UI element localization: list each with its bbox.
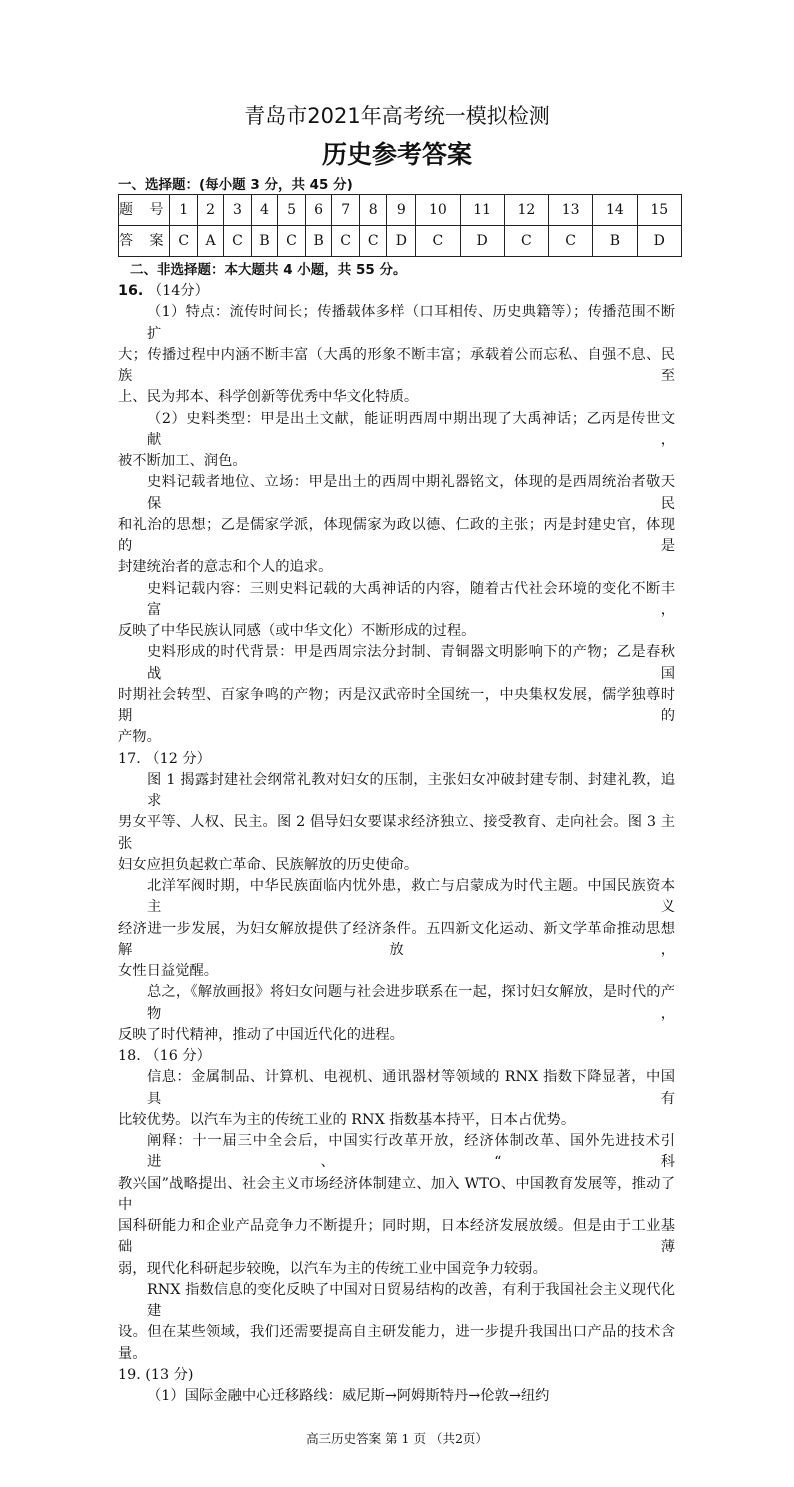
paragraph-line: 经济进一步发展，为妇女解放提供了经济条件。五四新文化运动、新文学革命推动思想解放， [118,920,675,958]
question-number: 18. [118,1048,141,1064]
question-number-cell: 9 [387,195,416,226]
answer-cell: A [198,226,224,257]
question-number-cell: 5 [278,195,306,226]
question-header [118,749,675,770]
question-score: （12 分） [145,750,211,767]
question-header [118,1365,675,1386]
question-header [118,1046,675,1067]
question-number-cell: 7 [332,195,360,226]
question-number-cell: 1 [170,195,198,226]
paragraph-line: 和礼治的思想；乙是儒家学派，体现儒家为政以德、仁政的主张；丙是封建史官，体现的是 [118,516,675,554]
paragraph-line: 图 1 揭露封建社会纲常礼教对妇女的压制，主张妇女冲破封建专制、封建礼教，追求 [147,771,675,809]
question-number: 19. [118,1366,141,1383]
paragraph-line: 反映了时代精神，推动了中国近代化的进程。 [118,1026,404,1043]
answer-cell: D [460,226,504,257]
paragraph-line: RNX 指数信息的变化反映了中国对日贸易结构的改善，有利于我国社会主义现代化建 [147,1281,675,1319]
question-number: 16. [118,283,144,299]
answer-cell: D [637,226,681,257]
answer-cell: C [359,226,387,257]
question-number-cell: 3 [224,195,252,226]
paragraph-line: 总之，《解放画报》将妇女问题与社会进步联系在一起，探讨妇女解放，是时代的产物， [147,984,675,1022]
answer-cell: D [387,226,416,257]
answer-row [119,226,682,257]
paragraph-line: （1）国际金融中心迁移路线：威尼斯→阿姆斯特丹→伦敦→纽约 [147,1388,550,1404]
answer-body [118,281,675,1407]
document-subtitle: 历史参考答案 [321,140,472,169]
answer-cell: C [170,226,198,257]
paragraph-line: 设。但在某些领域，我们还需要提高自主研发能力，进一步提升我国出口产品的技术含量。 [118,1324,675,1362]
paragraph-line: 阐释：十一届三中全会后，中国实行改革开放，经济体制改革、国外先进技术引进、“科 [147,1133,675,1171]
paragraph-line: 史料记载者地位、立场：甲是出土的西周中期礼器铭文，体现的是西周统治者敬天保民 [147,474,675,512]
question-header [118,281,675,302]
paragraph-line: 上、民为邦本、科学创新等优秀中华文化特质。 [118,389,419,406]
question-score: （14分） [147,283,209,299]
paragraph-line: 产物。 [118,729,161,746]
answer-cell: C [549,226,593,257]
paragraph-line: 反映了中华民族认同感（或中华文化）不断形成的过程。 [118,623,476,639]
paragraph-line: 史料记载内容：三则史料记载的大禹神话的内容，随着古代社会环境的变化不断丰富， [147,580,675,618]
question-number-cell: 10 [416,195,460,226]
paragraph-line: 封建统治者的意志和个人的追求。 [118,559,333,576]
paragraph-line: 史料形成的时代背景：甲是西周宗法分封制、青铜器文明影响下的产物；乙是春秋战国 [147,644,675,682]
answer-cell: C [278,226,306,257]
question-number-cell: 2 [198,195,224,226]
paragraph-line: 妇女应担负起救亡革命、民族解放的历史使命。 [118,856,419,873]
paragraph-line: 男女平等、人权、民主。图 2 倡导妇女要谋求经济独立、接受教育、走向社会。图 3 主张 [118,814,675,852]
paragraph-line: （1）特点：流传时间长；传播载体多样（口耳相传、历史典籍等）；传播范围不断扩 [147,304,675,342]
paragraph-line: （2）史料类型：甲是出土文献，能证明西周中期出现了大禹神话；乙丙是传世文献， [147,410,675,448]
answer-cell: B [305,226,332,257]
row-header-number: 题 号 [119,195,170,226]
section-heading-multiple-choice: 一、选择题：(每小题 3 分，共 45 分) [118,177,353,193]
paragraph-line: 时期社会转型、百家争鸣的产物；丙是汉武帝时全国统一，中央集权发展，儒学独尊时期的 [118,686,675,724]
paragraph-line: 教兴国”战略提出、社会主义市场经济体制建立、加入 WTO、中国教育发展等，推动了中 [118,1175,675,1213]
page-footer: 高三历史答案 第 1 页 （共2页） [306,1431,488,1447]
answer-table [118,194,682,257]
paragraph-line: 大；传播过程中内涵不断丰富（大禹的形象不断丰富；承载着公而忘私、自强不息、民族至 [118,346,675,384]
answer-cell: C [504,226,548,257]
question-number-cell: 11 [460,195,504,226]
question-number: 17. [118,750,141,767]
question-number-cell: 13 [549,195,593,226]
question-number-row [119,195,682,226]
paragraph-line: 信息：金属制品、计算机、电视机、通讯器材等领域的 RNX 指数下降显著，中国具有 [147,1069,675,1107]
paragraph-line: 弱，现代化科研起步较晚，以汽车为主的传统工业中国竞争力较弱。 [118,1260,547,1277]
paragraph-line: 女性日益觉醒。 [118,963,219,979]
paragraph-line: 比较优势。以汽车为主的传统工业的 RNX 指数基本持平，日本占优势。 [118,1111,576,1128]
paragraph-line: 北洋军阀时期，中华民族面临内忧外患，救亡与启蒙成为时代主题。中国民族资本主义 [147,878,675,916]
paragraph-line: 被不断加工、润色。 [118,453,247,469]
paragraph-line: 国科研能力和企业产品竞争力不断提升；同时期，日本经济发展放缓。但是由于工业基础薄 [118,1218,675,1256]
question-score: (13 分) [145,1366,194,1383]
question-number-cell: 12 [504,195,548,226]
answer-cell: B [593,226,637,257]
answer-cell: B [251,226,278,257]
section-heading-non-choice: 二、非选择题：本大题共 4 小题，共 55 分。 [130,262,407,278]
question-score: （16 分） [145,1048,211,1064]
answer-cell: C [332,226,360,257]
question-number-cell: 4 [251,195,278,226]
question-number-cell: 6 [305,195,332,226]
answer-cell: C [224,226,252,257]
question-number-cell: 14 [593,195,637,226]
question-number-cell: 8 [359,195,387,226]
question-number-cell: 15 [637,195,681,226]
row-header-answer: 答 案 [119,226,170,257]
answer-cell: C [416,226,460,257]
exam-title: 青岛市2021年高考统一模拟检测 [244,104,550,128]
